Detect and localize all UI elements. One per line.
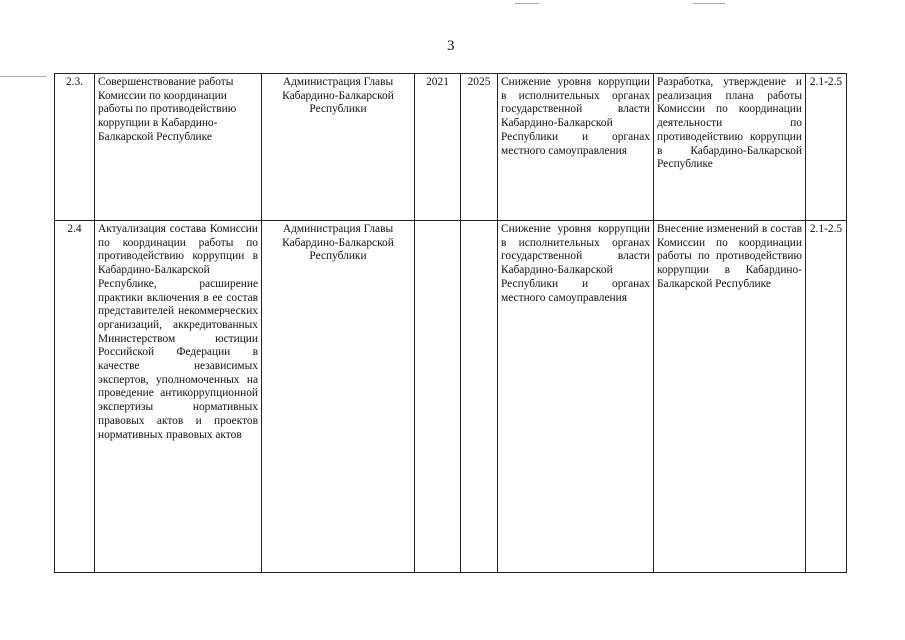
year-end-cell: 2025 <box>461 74 498 221</box>
page-number: 3 <box>447 38 455 54</box>
goal-cell: Снижение уровня коррупции в исполнительных органах государственной власти Кабардино-Балкарской Республики и органах местного самоуправления <box>498 221 654 573</box>
table-row <box>55 74 847 221</box>
action-plan-table <box>54 73 847 573</box>
year-start-cell <box>415 221 461 573</box>
item-number: 2.3. <box>55 74 95 221</box>
item-number: 2.4 <box>55 221 95 573</box>
result-cell: Разработка, утверждение и реализация плана работы Комиссии по координации деятельности по противодействию коррупции в Кабардино-Балкарской Республике <box>654 74 806 221</box>
measure-cell: Актуализация состава Комиссии по координации работы по противодействию коррупции в Кабардино-Балкарской Республике, расширение практики включения в ее состав представителей некоммерческих организаций, аккредитованных Министерством юстиции Российской Федерации в качестве независимых экспертов, уполномоченных на проведение антикоррупционной экспертизы нормативных правовых актов и проектов нормативных правовых актов <box>95 221 262 573</box>
measure-cell: Совершенствование работы Комиссии по координации работы по противодействию коррупции в Кабардино-Балкарской Республике <box>95 74 262 221</box>
table-row <box>55 221 847 573</box>
year-end-cell <box>461 221 498 573</box>
result-cell: Внесение изменений в состав Комиссии по координации работы по противодействию коррупции в Кабардино-Балкарской Республике <box>654 221 806 573</box>
reference-cell: 2.1-2.5 <box>806 74 847 221</box>
executor-cell: Администрация Главы Кабардино-Балкарской Республики <box>262 221 415 573</box>
scan-artifact <box>515 3 539 4</box>
scan-artifact <box>693 3 725 4</box>
goal-cell: Снижение уровня коррупции в исполнительных органах государственной власти Кабардино-Балкарской Республики и органах местного самоуправления <box>498 74 654 221</box>
executor-cell: Администрация Главы Кабардино-Балкарской Республики <box>262 74 415 221</box>
year-start-cell: 2021 <box>415 74 461 221</box>
reference-cell: 2.1-2.5 <box>806 221 847 573</box>
scan-artifact <box>0 76 46 77</box>
